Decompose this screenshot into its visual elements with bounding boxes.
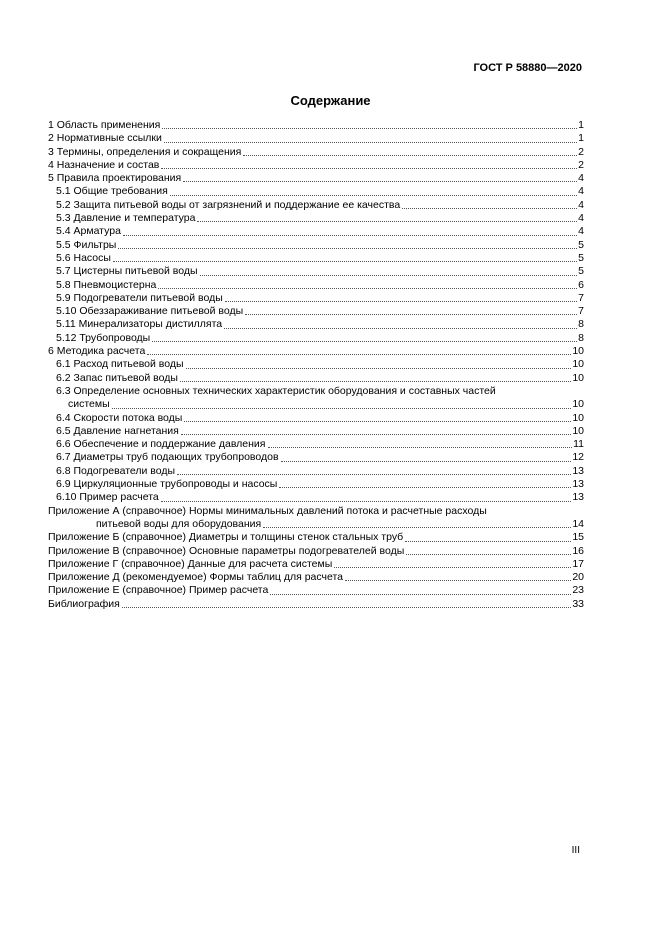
toc-entry-text: 5.10 Обеззараживание питьевой воды bbox=[56, 305, 244, 318]
toc-entry-5-1[interactable] bbox=[48, 185, 584, 198]
toc-entry-6-10[interactable] bbox=[48, 491, 584, 504]
dot-leader bbox=[405, 540, 571, 542]
toc-entry-5-10[interactable] bbox=[48, 305, 584, 318]
toc-entry-text: 5.1 Общие требования bbox=[56, 185, 168, 198]
toc-entry-page: 10 bbox=[572, 411, 584, 424]
dot-leader bbox=[200, 274, 578, 276]
toc-entry-page: 17 bbox=[572, 557, 584, 570]
toc-entry-text: 4 Назначение и состав bbox=[48, 158, 160, 171]
toc-entry-appendix-a-line1[interactable] bbox=[48, 505, 584, 518]
toc-entry-appendix-v[interactable] bbox=[48, 545, 584, 558]
toc-entry-text: Библиография bbox=[48, 597, 120, 610]
dot-leader bbox=[263, 526, 571, 528]
toc-entry-6-9[interactable] bbox=[48, 478, 584, 491]
toc-entry-text: 6.6 Обеспечение и поддержание давления bbox=[56, 438, 266, 451]
dot-leader bbox=[270, 593, 571, 595]
toc-entry-5-5[interactable] bbox=[48, 239, 584, 252]
toc-entry-page: 8 bbox=[578, 331, 584, 344]
toc-entry-page: 23 bbox=[572, 584, 584, 597]
toc-entry-5-6[interactable] bbox=[48, 252, 584, 265]
toc-entry-text: питьевой воды для оборудования bbox=[96, 517, 262, 530]
toc-entry-text: 5.8 Пневмоцистерна bbox=[56, 278, 157, 291]
dot-leader bbox=[161, 167, 577, 169]
toc-entry-appendix-d[interactable] bbox=[48, 571, 584, 584]
toc-entry-6[interactable] bbox=[48, 345, 584, 358]
toc-entry-page: 7 bbox=[578, 291, 584, 304]
toc-entry-page: 2 bbox=[578, 145, 584, 158]
toc-entry-text: 2 Нормативные ссылки bbox=[48, 132, 162, 145]
page-title: Содержание bbox=[290, 93, 371, 108]
toc-entry-text: системы bbox=[68, 398, 110, 411]
toc-entry-page: 16 bbox=[572, 544, 584, 557]
dot-leader bbox=[402, 207, 577, 209]
toc-entry-6-3-line2[interactable] bbox=[48, 398, 584, 411]
toc-entry-6-2[interactable] bbox=[48, 372, 584, 385]
dot-leader bbox=[158, 287, 577, 289]
dot-leader bbox=[345, 579, 571, 581]
toc-entry-5-4[interactable] bbox=[48, 225, 584, 238]
dot-leader bbox=[224, 327, 577, 329]
toc-entry-text: 1 Область применения bbox=[48, 119, 161, 131]
toc-entry-page: 13 bbox=[572, 464, 584, 477]
dot-leader bbox=[164, 141, 577, 143]
dot-leader bbox=[118, 247, 577, 249]
dot-leader bbox=[183, 180, 577, 182]
toc-entry-page: 5 bbox=[578, 251, 584, 264]
dot-leader bbox=[152, 340, 577, 342]
toc-entry-appendix-a-line2[interactable] bbox=[48, 518, 584, 531]
dot-leader bbox=[243, 154, 577, 156]
toc-entry-text: Приложение Д (рекомендуемое) Формы таблиц для расчета bbox=[48, 571, 344, 584]
toc-entry-page: 11 bbox=[573, 438, 584, 451]
dot-leader bbox=[147, 353, 571, 355]
toc-entry-6-3-line1[interactable] bbox=[48, 385, 584, 398]
toc-entry-text: 5 Правила проектирования bbox=[48, 172, 182, 185]
toc-entry-text: 5.3 Давление и температура bbox=[56, 212, 196, 225]
toc-entry-text: 6.2 Запас питьевой воды bbox=[56, 371, 178, 384]
dot-leader bbox=[334, 566, 571, 568]
toc-entry-text: 6.7 Диаметры труб подающих трубопроводов bbox=[56, 451, 279, 464]
toc-entry-text: 6.1 Расход питьевой воды bbox=[56, 358, 184, 371]
toc-entry-5-8[interactable] bbox=[48, 279, 584, 292]
toc-entry-5-3[interactable] bbox=[48, 212, 584, 225]
toc-entry-page: 5 bbox=[578, 265, 584, 278]
toc-entry-text: 5.6 Насосы bbox=[56, 251, 111, 264]
dot-leader bbox=[112, 407, 572, 409]
toc-entry-5-9[interactable] bbox=[48, 292, 584, 305]
toc-entry-2[interactable] bbox=[48, 132, 584, 145]
table-of-contents bbox=[48, 119, 584, 611]
dot-leader bbox=[406, 553, 571, 555]
dot-leader bbox=[197, 220, 577, 222]
toc-entry-page: 4 bbox=[578, 198, 584, 211]
toc-entry-appendix-b[interactable] bbox=[48, 531, 584, 544]
toc-entry-1[interactable] bbox=[48, 119, 584, 132]
toc-entry-5-12[interactable] bbox=[48, 332, 584, 345]
toc-entry-text: Приложение Е (справочное) Пример расчета bbox=[48, 584, 269, 597]
dot-leader bbox=[161, 500, 572, 502]
toc-entry-6-8[interactable] bbox=[48, 465, 584, 478]
toc-entry-text: 5.11 Минерализаторы дистиллята bbox=[56, 318, 223, 331]
toc-entry-text: 3 Термины, определения и сокращения bbox=[48, 145, 242, 158]
dot-leader bbox=[170, 194, 577, 196]
toc-entry-text: 5.7 Цистерны питьевой воды bbox=[56, 265, 198, 278]
toc-entry-page: 14 bbox=[572, 517, 584, 530]
toc-entry-page: 4 bbox=[578, 225, 584, 238]
toc-entry-text: 5.12 Трубопроводы bbox=[56, 331, 151, 344]
toc-entry-page: 13 bbox=[572, 478, 584, 491]
toc-entry-6-5[interactable] bbox=[48, 425, 584, 438]
toc-entry-page: 1 bbox=[578, 132, 584, 145]
dot-leader bbox=[113, 260, 577, 262]
toc-entry-5-7[interactable] bbox=[48, 265, 584, 278]
toc-entry-text: Приложение Г (справочное) Данные для расчета системы bbox=[48, 557, 333, 570]
toc-entry-page: 10 bbox=[572, 398, 584, 411]
dot-leader bbox=[180, 380, 571, 382]
toc-entry-text: 6.3 Определение основных технических характеристик оборудования и составных частей bbox=[56, 384, 496, 397]
toc-entry-page: 12 bbox=[572, 451, 584, 464]
toc-entry-page: 7 bbox=[578, 305, 584, 318]
toc-entry-6-1[interactable] bbox=[48, 358, 584, 371]
toc-entry-page: 20 bbox=[572, 571, 584, 584]
toc-entry-5[interactable] bbox=[48, 172, 584, 185]
dot-leader bbox=[184, 420, 571, 422]
toc-entry-page: 13 bbox=[572, 491, 584, 504]
toc-entry-text: Приложение В (справочное) Основные параметры подогревателей воды bbox=[48, 544, 405, 557]
dot-leader bbox=[162, 127, 577, 129]
toc-entry-page: 4 bbox=[578, 212, 584, 225]
toc-entry-text: 6 Методика расчета bbox=[48, 345, 146, 358]
toc-entry-page: 15 bbox=[572, 531, 584, 544]
toc-entry-page: 33 bbox=[572, 597, 584, 610]
toc-entry-6-4[interactable] bbox=[48, 412, 584, 425]
toc-entry-page: 10 bbox=[572, 371, 584, 384]
toc-entry-page: 1 bbox=[578, 119, 584, 131]
dot-leader bbox=[181, 433, 571, 435]
toc-entry-6-7[interactable] bbox=[48, 451, 584, 464]
toc-entry-text: 5.9 Подогреватели питьевой воды bbox=[56, 291, 223, 304]
toc-entry-appendix-e[interactable] bbox=[48, 584, 584, 597]
dot-leader bbox=[186, 367, 572, 369]
toc-entry-text: 6.4 Скорости потока воды bbox=[56, 411, 183, 424]
toc-entry-page: 4 bbox=[578, 185, 584, 198]
dot-leader bbox=[279, 486, 571, 488]
toc-entry-text: 5.2 Защита питьевой воды от загрязнений и поддержание ее качества bbox=[56, 198, 401, 211]
toc-entry-text: 5.5 Фильтры bbox=[56, 238, 117, 251]
toc-entry-text: 6.9 Циркуляционные трубопроводы и насосы bbox=[56, 478, 278, 491]
toc-entry-text: Приложение А (справочное) Нормы минимальных давлений потока и расчетные расходы bbox=[48, 504, 487, 517]
toc-entry-5-11[interactable] bbox=[48, 318, 584, 331]
dot-leader bbox=[268, 446, 573, 448]
toc-entry-6-6[interactable] bbox=[48, 438, 584, 451]
toc-entry-page: 10 bbox=[572, 345, 584, 358]
toc-entry-page: 10 bbox=[572, 424, 584, 437]
dot-leader bbox=[225, 300, 577, 302]
toc-entry-text: 6.5 Давление нагнетания bbox=[56, 424, 179, 437]
toc-entry-4[interactable] bbox=[48, 159, 584, 172]
toc-entry-3[interactable] bbox=[48, 146, 584, 159]
toc-entry-page: 6 bbox=[578, 278, 584, 291]
standard-header: ГОСТ Р 58880—2020 bbox=[473, 62, 582, 74]
toc-entry-text: Приложение Б (справочное) Диаметры и толщины стенок стальных труб bbox=[48, 531, 404, 544]
toc-entry-5-2[interactable] bbox=[48, 199, 584, 212]
toc-entry-text: 6.8 Подогреватели воды bbox=[56, 464, 176, 477]
toc-entry-text: 5.4 Арматура bbox=[56, 225, 121, 238]
toc-entry-page: 10 bbox=[572, 358, 584, 371]
dot-leader bbox=[281, 460, 572, 462]
page-number: III bbox=[571, 845, 580, 856]
dot-leader bbox=[123, 234, 577, 236]
dot-leader bbox=[177, 473, 571, 475]
toc-entry-appendix-g[interactable] bbox=[48, 558, 584, 571]
toc-entry-page: 2 bbox=[578, 158, 584, 171]
dot-leader bbox=[122, 606, 571, 608]
toc-entry-page: 4 bbox=[578, 172, 584, 185]
toc-entry-text: 6.10 Пример расчета bbox=[56, 491, 159, 504]
toc-entry-page: 5 bbox=[578, 238, 584, 251]
dot-leader bbox=[245, 313, 577, 315]
toc-entry-page: 8 bbox=[578, 318, 584, 331]
toc-entry-bibliography[interactable] bbox=[48, 598, 584, 611]
